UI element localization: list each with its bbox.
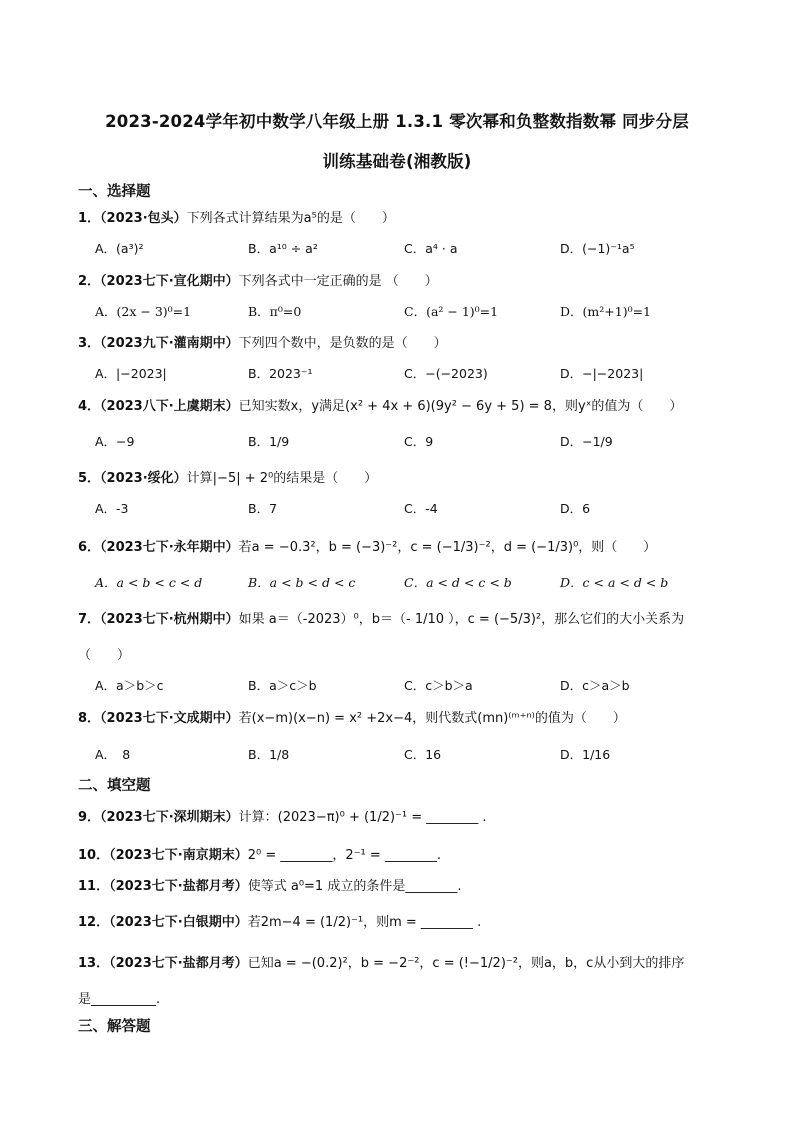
option-a: A．(a³)² (95, 241, 144, 256)
question-number: 10． (78, 848, 110, 863)
question-11 (78, 875, 461, 894)
question-12 (78, 911, 481, 930)
option-d: D．−|−2023| (560, 366, 644, 381)
question-number: 3． (78, 336, 101, 351)
option-c: C．a⁴ · a (404, 241, 458, 256)
question-source: （2023八下·上虞期末） (100, 399, 239, 414)
option-b: B．1/8 (248, 747, 290, 762)
option-d: D．c＞a＞b (560, 678, 630, 693)
option-c: C．-4 (404, 501, 438, 516)
question-2 (78, 270, 438, 289)
question-text: 使等式 a⁰=1 成立的条件是________. (247, 879, 462, 894)
question-number: 2． (78, 274, 101, 289)
option-b: B．a¹⁰ ÷ a² (248, 241, 318, 256)
question-number: 13． (78, 956, 110, 971)
question-5 (78, 467, 377, 486)
option-a: A．(2x − 3)⁰=1 (95, 304, 192, 319)
option-d: D．(−1)⁻¹a⁵ (560, 241, 635, 256)
question-4 (78, 395, 682, 414)
option-b: B．1/9 (248, 434, 290, 449)
question-number: 4． (78, 399, 101, 414)
question-number: 9． (78, 810, 101, 825)
option-a: A．−9 (95, 434, 135, 449)
option-a: A．a＞b＞c (95, 678, 164, 693)
question-source: （2023七下·永年期中） (100, 540, 239, 555)
question-text: 若2m−4 = (1/2)⁻¹，则m = ________ . (247, 915, 482, 930)
option-a: A．a < b < c < d (95, 575, 203, 590)
question-text: 计算|−5| + 2⁰的结果是（ ） (186, 471, 378, 486)
question-source: （2023七下·杭州期中） (100, 612, 239, 627)
option-b: B．π⁰=0 (248, 304, 302, 319)
option-c: C．a < d < c < b (404, 575, 512, 590)
section-heading-fill: 二、填空题 (78, 778, 151, 794)
option-c: C．−(−2023) (404, 366, 488, 381)
question-source: （2023·绥化） (100, 471, 187, 486)
question-text: 已知实数x，y满足(x² + 4x + 6)(9y² − 6y + 5) = 8，则yˣ的值为（ ） (238, 399, 683, 414)
question-number: 1． (78, 211, 101, 226)
question-number: 12． (78, 915, 110, 930)
question-text: 若a = −0.3²，b = (−3)⁻²，c = (−1/3)⁻²，d = (−1/3)⁰，则（ ） (238, 540, 657, 555)
question-13 (78, 952, 684, 971)
option-d: D．c < a < d < b (560, 575, 669, 590)
question-number: 8． (78, 711, 101, 726)
question-text: 下列各式计算结果为a⁵的是（ ） (186, 211, 395, 226)
option-d: D．(m²+1)⁰=1 (560, 304, 652, 319)
question-7 (78, 608, 684, 627)
question-source: （2023七下·盐都月考） (109, 879, 248, 894)
question-source: （2023七下·白银期中） (109, 915, 248, 930)
question-number: 11． (78, 879, 110, 894)
question-text: 2⁰ = ________，2⁻¹ = ________. (247, 848, 441, 863)
question-source: （2023九下·灌南期中） (100, 336, 239, 351)
question-source: （2023七下·盐都月考） (109, 956, 248, 971)
question-source: （2023七下·文成期中） (100, 711, 239, 726)
question-text: 下列四个数中，是负数的是（ ） (238, 336, 447, 351)
worksheet-title-line1: 2023-2024学年初中数学八年级上册 1.3.1 零次幂和负整数指数幂 同步分层 (105, 112, 689, 131)
question-number: 5． (78, 471, 101, 486)
option-a: A．|−2023| (95, 366, 167, 381)
question-source: （2023七下·南京期末） (109, 848, 248, 863)
question-text: 计算：(2023−π)⁰ + (1/2)⁻¹ = ________ . (238, 810, 487, 825)
option-d: D．1/16 (560, 747, 611, 762)
option-b: B．7 (248, 501, 278, 516)
option-c: C．c＞b＞a (404, 678, 473, 693)
option-b: B．a < b < d < c (248, 575, 356, 590)
worksheet-title-line2: 训练基础卷(湘教版) (322, 152, 472, 171)
question-number: 6． (78, 540, 101, 555)
question-text: 若(x−m)(x−n) = x² +2x−4，则代数式(mn)⁽ᵐ⁺ⁿ⁾的值为（ ） (238, 711, 626, 726)
question-10 (78, 844, 441, 863)
section-heading-choice: 一、选择题 (78, 184, 151, 200)
question-text: 下列各式中一定正确的是 （ ） (238, 274, 438, 289)
option-a: A．-3 (95, 501, 129, 516)
question-source: （2023七下·深圳期末） (100, 810, 239, 825)
question-text: 已知a = −(0.2)²，b = −2⁻²，c = (!−1/2)⁻²，则a，b，c从小到大的排序 (247, 956, 685, 971)
question-text: 如果 a＝（-2023）⁰，b＝（- 1/10 ），c = (−5/3)²，那么它们的大小关系为 (238, 612, 685, 627)
question-6 (78, 536, 656, 555)
option-a: A． 8 (95, 747, 131, 762)
option-c: C．9 (404, 434, 434, 449)
question-1 (78, 207, 395, 226)
section-heading-answer: 三、解答题 (78, 1019, 151, 1035)
question-13-continuation: 是__________. (78, 992, 161, 1007)
option-c: C．16 (404, 747, 442, 762)
option-b: B．2023⁻¹ (248, 366, 313, 381)
option-d: D．6 (560, 501, 591, 516)
question-8 (78, 707, 626, 726)
question-7-continuation: （ ） (78, 648, 131, 663)
option-c: C．(a² − 1)⁰=1 (404, 304, 499, 319)
question-3 (78, 332, 447, 351)
option-b: B．a＞c＞b (248, 678, 317, 693)
question-number: 7． (78, 612, 101, 627)
option-d: D．−1/9 (560, 434, 613, 449)
question-source: （2023·包头） (100, 211, 187, 226)
question-source: （2023七下·宣化期中） (100, 274, 239, 289)
question-9 (78, 806, 487, 825)
